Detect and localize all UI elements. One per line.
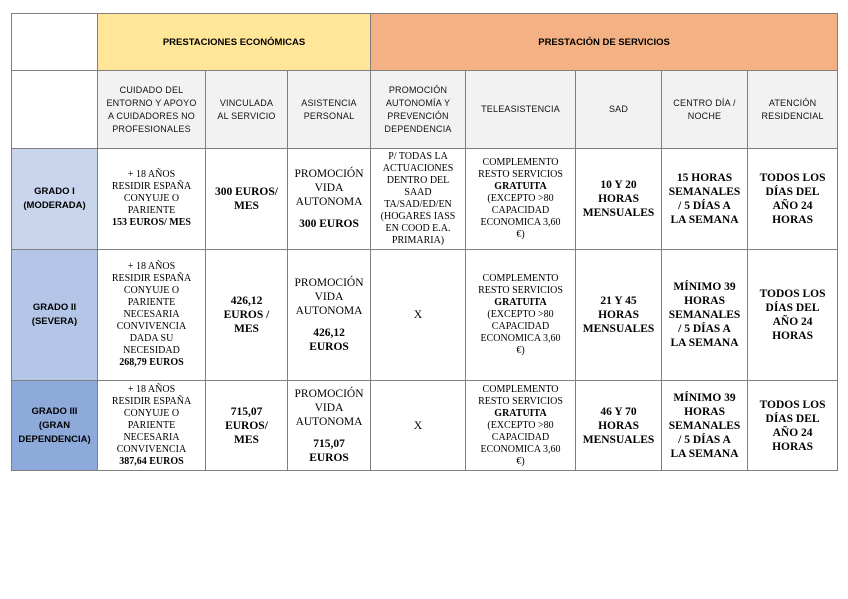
grade-label xyxy=(12,250,98,381)
cell-vinculada xyxy=(206,250,288,381)
cell-line: €) xyxy=(516,229,525,240)
cell-line: 426,12 xyxy=(230,295,263,307)
cell-line: / 5 DÍAS A xyxy=(678,200,731,212)
cell-line: + 18 AÑOS xyxy=(127,261,176,272)
cell-cuidado xyxy=(98,381,206,471)
cell-line: MÍNIMO 39 xyxy=(673,391,736,404)
cell-line: HORAS xyxy=(772,214,813,226)
cell-line: PRIMARIA) xyxy=(391,235,445,246)
dependency-benefits-table xyxy=(11,13,838,471)
header-line: AUTONOMÍA Y xyxy=(385,97,451,108)
cell-teleasistencia xyxy=(466,381,576,471)
cell-line: RESIDIR ESPAÑA xyxy=(111,181,192,192)
cell-line: MES xyxy=(234,433,259,446)
group-header-row xyxy=(12,14,838,71)
tele-gratuita: GRATUITA xyxy=(494,407,547,419)
cell-line: (EXCEPTO >80 xyxy=(487,193,554,204)
cell-line: LA SEMANA xyxy=(670,447,739,460)
header-line: CENTRO DÍA / xyxy=(673,97,736,108)
cell-line: TODOS LOS xyxy=(759,288,826,300)
grade-label xyxy=(12,381,98,471)
cell-line: PROMOCIÓN xyxy=(294,168,364,180)
cell-line: TODOS LOS xyxy=(759,172,826,184)
header-line: DEPENDENCIA xyxy=(384,123,452,134)
cell-line: 715,07 xyxy=(230,405,263,418)
grade-line: (MODERADA) xyxy=(23,200,86,211)
cell-line: CAPACIDAD xyxy=(491,205,550,216)
cell-line: COMPLEMENTO xyxy=(482,383,559,395)
grade-line: DEPENDENCIA) xyxy=(18,433,91,445)
cell-line: €) xyxy=(516,455,525,467)
cell-line: CONYUJE O xyxy=(123,285,180,296)
cell-line: TA/SAD/ED/EN xyxy=(384,199,452,210)
header-line: PREVENCIÓN xyxy=(387,110,449,121)
cell-line: (EXCEPTO >80 xyxy=(487,419,554,431)
col-header-cuidado xyxy=(98,71,206,149)
cell-line: MENSUALES xyxy=(582,207,655,219)
header-line: NOCHE xyxy=(687,110,722,121)
cell-line: CONVIVENCIA xyxy=(116,321,187,332)
cell-centro xyxy=(662,149,748,250)
cell-line: + 18 AÑOS xyxy=(127,169,176,180)
cell-line: CONVIVENCIA xyxy=(116,443,187,455)
cell-line: NECESARIA xyxy=(123,431,180,443)
cell-line: MÍNIMO 39 xyxy=(673,281,736,293)
cell-line: PROMOCIÓN xyxy=(294,387,364,400)
cell-line: / 5 DÍAS A xyxy=(678,323,731,335)
cell-line: VIDA xyxy=(314,401,344,414)
column-header-row xyxy=(12,71,838,149)
cell-promocion xyxy=(371,250,466,381)
cell-line: MES xyxy=(234,200,259,212)
cell-line: AUTONOMA xyxy=(295,196,363,208)
header-line: ENTORNO Y APOYO xyxy=(106,97,197,108)
cell-line: 21 Y 45 xyxy=(600,295,637,307)
cell-sad xyxy=(576,149,662,250)
cuidado-amount: 387,64 EUROS xyxy=(119,455,184,467)
cell-line: VIDA xyxy=(314,291,344,303)
cell-asistencia xyxy=(288,149,371,250)
header-line: RESIDENCIAL xyxy=(761,110,824,121)
cell-line: HORAS xyxy=(598,419,639,432)
cell-promocion xyxy=(371,149,466,250)
cell-residencial xyxy=(748,149,838,250)
asistencia-amount: 300 EUROS xyxy=(299,218,359,230)
col-header-promocion xyxy=(371,71,466,149)
cell-line: AÑO 24 xyxy=(772,426,813,439)
cell-line: COMPLEMENTO xyxy=(482,273,559,284)
table-row xyxy=(12,381,838,471)
cell-vinculada xyxy=(206,381,288,471)
cell-line: PARIENTE xyxy=(127,419,176,431)
header-line: ASISTENCIA xyxy=(301,97,357,108)
grade-line: (GRAN xyxy=(38,419,71,431)
cell-line: HORAS xyxy=(598,309,639,321)
services-header: PRESTACIÓN DE SERVICIOS xyxy=(371,14,838,71)
economic-benefits-header: PRESTACIONES ECONÓMICAS xyxy=(98,14,371,71)
cell-line: DÍAS DEL xyxy=(765,412,820,425)
cell-line: MENSUALES xyxy=(582,323,655,335)
cell-line: RESTO SERVICIOS xyxy=(478,395,563,407)
cell-line: AÑO 24 xyxy=(772,316,813,328)
col-header-residencial xyxy=(748,71,838,149)
grade-line: GRADO II xyxy=(32,302,77,313)
tele-gratuita: GRATUITA xyxy=(494,297,547,308)
cell-teleasistencia xyxy=(466,149,576,250)
cell-line: AUTONOMA xyxy=(295,415,363,428)
cell-line: P/ TODAS LA xyxy=(388,151,448,162)
asistencia-amount: EUROS xyxy=(309,451,349,464)
col-header-teleasistencia xyxy=(466,71,576,149)
cell-line: / 5 DÍAS A xyxy=(678,433,731,446)
header-line: A CUIDADORES NO xyxy=(107,110,195,121)
cell-line: EUROS / xyxy=(223,309,270,321)
cell-line: 15 HORAS xyxy=(676,172,733,184)
asistencia-amount: EUROS xyxy=(309,341,349,353)
cell-promocion xyxy=(371,381,466,471)
header-line: CUIDADO DEL xyxy=(119,84,184,95)
header-line: SAD xyxy=(608,104,629,114)
cell-residencial xyxy=(748,250,838,381)
cell-line: MES xyxy=(234,323,259,335)
cell-line: (HOGARES IASS xyxy=(380,211,456,222)
grade-line: GRADO III xyxy=(31,405,78,417)
header-line: VINCULADA xyxy=(219,97,274,108)
cell-cuidado xyxy=(98,149,206,250)
cell-centro xyxy=(662,250,748,381)
grade-line: (SEVERA) xyxy=(31,316,78,327)
tele-gratuita: GRATUITA xyxy=(494,181,547,192)
cell-line: MENSUALES xyxy=(582,433,655,446)
header-line: PERSONAL xyxy=(303,110,355,121)
grade-label xyxy=(12,149,98,250)
col-header-vinculada xyxy=(206,71,288,149)
cell-line: EUROS/ xyxy=(225,419,268,432)
table-row xyxy=(12,250,838,381)
cell-line: RESTO SERVICIOS xyxy=(478,169,563,180)
cell-sad xyxy=(576,250,662,381)
cell-line: RESIDIR ESPAÑA xyxy=(111,273,192,284)
cell-line: HORAS xyxy=(684,405,725,418)
cell-line: CONYUJE O xyxy=(123,193,180,204)
cell-line: COMPLEMENTO xyxy=(482,157,559,168)
cell-line: LA SEMANA xyxy=(670,337,739,349)
cell-line: DÍAS DEL xyxy=(765,186,820,198)
cell-line: TODOS LOS xyxy=(759,398,826,411)
cell-line: €) xyxy=(516,345,525,356)
cell-line: HORAS xyxy=(772,440,813,453)
col-header-sad xyxy=(576,71,662,149)
cell-line: SEMANALES xyxy=(668,309,741,321)
cell-line: ECONOMICA 3,60 xyxy=(480,443,561,455)
cell-line: ECONOMICA 3,60 xyxy=(480,217,561,228)
cell-line: CONYUJE O xyxy=(123,407,180,419)
cell-line: LA SEMANA xyxy=(670,214,739,226)
cell-line: PROMOCIÓN xyxy=(294,277,364,289)
cell-line: X xyxy=(413,309,423,321)
cell-line: X xyxy=(413,419,423,432)
cell-line: PARIENTE xyxy=(127,297,176,308)
cell-line: SEMANALES xyxy=(668,186,741,198)
cell-line: VIDA xyxy=(314,182,344,194)
cuidado-amount: 153 EUROS/ MES xyxy=(112,217,191,228)
cell-teleasistencia xyxy=(466,250,576,381)
asistencia-amount: 426,12 xyxy=(313,327,345,339)
cell-line: 46 Y 70 xyxy=(600,405,637,418)
cell-line: EN COOD E.A. xyxy=(385,223,451,234)
cell-line: HORAS xyxy=(772,330,813,342)
cell-asistencia xyxy=(288,381,371,471)
cell-line: (EXCEPTO >80 xyxy=(487,309,554,320)
cell-line: RESTO SERVICIOS xyxy=(478,285,563,296)
table-row xyxy=(12,149,838,250)
header-line: AL SERVICIO xyxy=(217,110,276,121)
cell-line: 10 Y 20 xyxy=(600,179,637,191)
grade-line: GRADO I xyxy=(34,186,75,197)
cell-asistencia xyxy=(288,250,371,381)
cell-line: SEMANALES xyxy=(668,419,741,432)
col-header-centro xyxy=(662,71,748,149)
header-line: PROFESIONALES xyxy=(112,123,191,134)
cell-line: DADA SU xyxy=(129,333,174,344)
cuidado-amount: 268,79 EUROS xyxy=(119,357,184,368)
cell-line: 300 EUROS/ xyxy=(215,186,278,198)
cell-line: ECONOMICA 3,60 xyxy=(480,333,561,344)
cell-sad xyxy=(576,381,662,471)
cell-line: DENTRO DEL xyxy=(386,175,450,186)
cell-vinculada xyxy=(206,149,288,250)
cell-line: NECESARIA xyxy=(123,309,180,320)
cell-line: AÑO 24 xyxy=(772,200,813,212)
cell-line: NECESIDAD xyxy=(123,345,180,356)
cell-line: + 18 AÑOS xyxy=(127,383,176,395)
col-header-asistencia xyxy=(288,71,371,149)
header-line: TELEASISTENCIA xyxy=(481,104,560,114)
cell-line: CAPACIDAD xyxy=(491,431,550,443)
blank-header-cell xyxy=(12,71,98,149)
cell-line: HORAS xyxy=(684,295,725,307)
cell-line: SAAD xyxy=(404,187,432,198)
header-line: PROMOCIÓN xyxy=(388,84,448,95)
header-line: ATENCIÓN xyxy=(768,97,817,108)
cell-line: HORAS xyxy=(598,193,639,205)
asistencia-amount: 715,07 xyxy=(313,437,345,450)
cell-line: ACTUACIONES xyxy=(382,163,454,174)
corner-cell xyxy=(12,14,98,71)
cell-centro xyxy=(662,381,748,471)
cell-residencial xyxy=(748,381,838,471)
cell-line: DÍAS DEL xyxy=(765,302,820,314)
cell-line: RESIDIR ESPAÑA xyxy=(111,395,192,407)
cell-line: CAPACIDAD xyxy=(491,321,550,332)
cell-line: PARIENTE xyxy=(127,205,176,216)
cell-cuidado xyxy=(98,250,206,381)
cell-line: AUTONOMA xyxy=(295,305,363,317)
